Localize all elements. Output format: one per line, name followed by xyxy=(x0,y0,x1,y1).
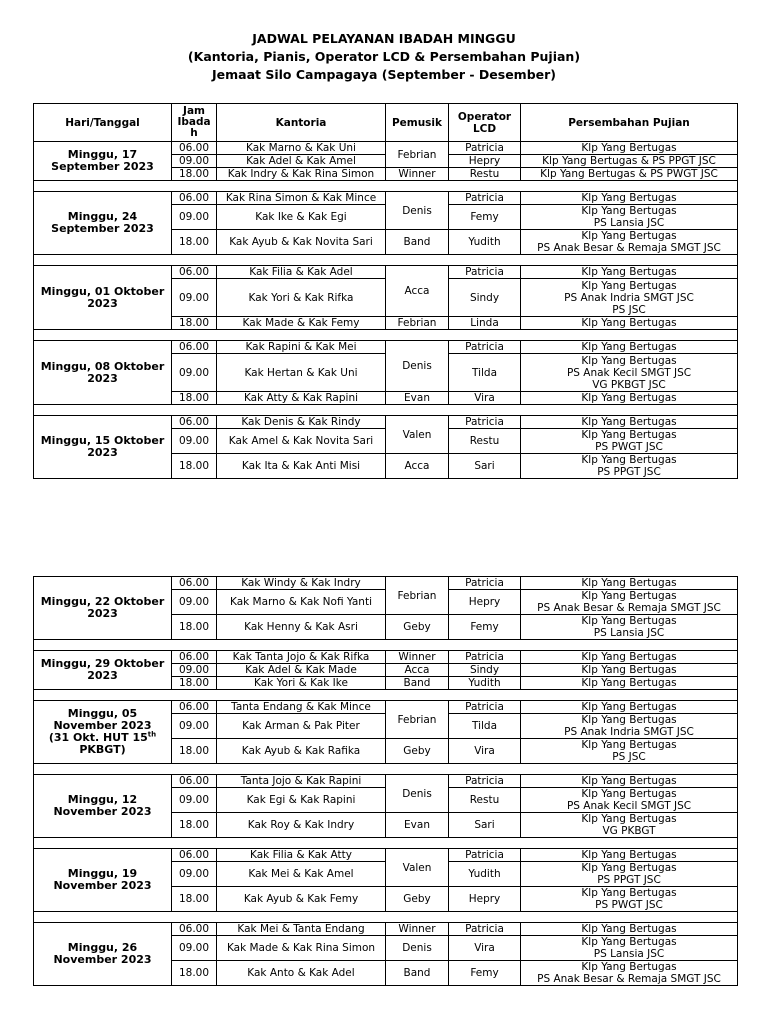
offering-song xyxy=(521,739,738,764)
service-time: 06.00 xyxy=(172,416,217,429)
schedule-table-october-november xyxy=(33,576,738,986)
kantoria-singers: Kak Made & Kak Femy xyxy=(217,317,386,330)
spacer-row xyxy=(34,181,738,192)
schedule-row xyxy=(34,701,738,714)
offering-song xyxy=(521,416,738,429)
offering-song-line: Klp Yang Bertugas xyxy=(581,739,677,751)
kantoria-singers: Kak Egi & Kak Rapini xyxy=(217,788,386,813)
service-time: 18.00 xyxy=(172,454,217,479)
spacer-row xyxy=(34,764,738,775)
service-time: 18.00 xyxy=(172,887,217,912)
lcd-operator: Tilda xyxy=(449,354,521,392)
offering-song xyxy=(521,936,738,961)
offering-song-line: Klp Yang Bertugas xyxy=(581,651,677,663)
offering-song-line: PS PWGT JSC xyxy=(595,899,663,911)
service-date xyxy=(34,341,172,405)
spacer-cell xyxy=(34,764,738,775)
lcd-operator: Linda xyxy=(449,317,521,330)
schedule-row xyxy=(34,577,738,590)
kantoria-singers: Kak Filia & Kak Adel xyxy=(217,266,386,279)
service-time: 06.00 xyxy=(172,849,217,862)
offering-song-line: Klp Yang Bertugas xyxy=(581,714,677,726)
service-time: 18.00 xyxy=(172,317,217,330)
lcd-operator: Patricia xyxy=(449,416,521,429)
kantoria-singers: Kak Hertan & Kak Uni xyxy=(217,354,386,392)
service-date xyxy=(34,923,172,986)
lcd-operator: Restu xyxy=(449,788,521,813)
service-time: 18.00 xyxy=(172,392,217,405)
spacer-cell xyxy=(34,181,738,192)
lcd-operator: Sindy xyxy=(449,279,521,317)
spacer-cell xyxy=(34,640,738,651)
lcd-operator: Hepry xyxy=(449,887,521,912)
kantoria-singers: Kak Ayub & Kak Novita Sari xyxy=(217,230,386,255)
service-time: 09.00 xyxy=(172,205,217,230)
offering-song-line: Klp Yang Bertugas & PS PWGT JSC xyxy=(540,168,718,180)
offering-song xyxy=(521,279,738,317)
kantoria-singers: Kak Ayub & Kak Rafika xyxy=(217,739,386,764)
lcd-operator: Patricia xyxy=(449,192,521,205)
header-operator: Operator LCD xyxy=(449,104,521,142)
spacer-cell xyxy=(34,912,738,923)
lcd-operator: Femy xyxy=(449,961,521,986)
offering-song xyxy=(521,230,738,255)
offering-song xyxy=(521,714,738,739)
musician: Evan xyxy=(386,813,449,838)
offering-song-line: PS PPGT JSC xyxy=(597,874,661,886)
service-time: 09.00 xyxy=(172,429,217,454)
service-date-text: Minggu, 24 September 2023 xyxy=(51,210,154,235)
kantoria-singers: Kak Denis & Kak Rindy xyxy=(217,416,386,429)
offering-song-line: PS JSC xyxy=(612,303,646,316)
service-date-text: Minggu, 08 Oktober 2023 xyxy=(40,359,165,385)
musician: Winner xyxy=(386,923,449,936)
kantoria-singers: Kak Amel & Kak Novita Sari xyxy=(217,429,386,454)
offering-song-line: Klp Yang Bertugas xyxy=(581,416,677,428)
offering-song-line: Klp Yang Bertugas xyxy=(581,341,677,353)
header-offering-song: Persembahan Pujian xyxy=(521,104,738,142)
offering-song xyxy=(521,205,738,230)
offering-song-line: Klp Yang Bertugas xyxy=(581,192,677,204)
offering-song-line: VG PKBGT xyxy=(602,825,656,837)
kantoria-singers: Kak Marno & Kak Uni xyxy=(217,142,386,155)
kantoria-singers: Kak Atty & Kak Rapini xyxy=(217,392,386,405)
service-date-text: Minggu, 26 November 2023 xyxy=(53,941,152,966)
lcd-operator: Patricia xyxy=(449,701,521,714)
spacer-row xyxy=(34,405,738,416)
musician: Band xyxy=(386,677,449,690)
service-time: 06.00 xyxy=(172,775,217,788)
kantoria-singers: Kak Indry & Kak Rina Simon xyxy=(217,168,386,181)
kantoria-singers: Kak Anto & Kak Adel xyxy=(217,961,386,986)
service-time: 06.00 xyxy=(172,701,217,714)
lcd-operator: Patricia xyxy=(449,341,521,354)
kantoria-singers: Tanta Endang & Kak Mince xyxy=(217,701,386,714)
service-date xyxy=(34,849,172,912)
schedule-row xyxy=(34,651,738,664)
offering-song-line: Klp Yang Bertugas xyxy=(581,266,677,278)
service-date xyxy=(34,651,172,690)
lcd-operator: Patricia xyxy=(449,775,521,788)
offering-song-line: Klp Yang Bertugas xyxy=(581,392,677,404)
offering-song-line: PS Anak Indria SMGT JSC xyxy=(564,291,694,304)
offering-song-line: Klp Yang Bertugas xyxy=(581,279,677,292)
header-date: Hari/Tanggal xyxy=(34,104,172,142)
musician: Evan xyxy=(386,392,449,405)
offering-song-line: PS PPGT JSC xyxy=(597,466,661,478)
musician: Febrian xyxy=(386,142,449,168)
lcd-operator: Vira xyxy=(449,739,521,764)
offering-song-line: Klp Yang Bertugas xyxy=(581,862,677,874)
service-time: 09.00 xyxy=(172,279,217,317)
schedule-row xyxy=(34,266,738,279)
musician: Geby xyxy=(386,739,449,764)
spacer-row xyxy=(34,838,738,849)
schedule-row xyxy=(34,775,738,788)
service-date-text: Minggu, 17 September 2023 xyxy=(51,148,154,173)
lcd-operator: Yudith xyxy=(449,230,521,255)
document-congregation: Jemaat Silo Campagaya (September - Desember) xyxy=(211,67,556,82)
offering-song-line: PS Lansia JSC xyxy=(593,627,665,639)
kantoria-singers: Kak Filia & Kak Atty xyxy=(217,849,386,862)
musician: Acca xyxy=(386,266,449,317)
kantoria-singers: Kak Yori & Kak Rifka xyxy=(217,279,386,317)
service-time: 06.00 xyxy=(172,266,217,279)
offering-song-line: Klp Yang Bertugas xyxy=(581,454,677,466)
offering-song xyxy=(521,590,738,615)
offering-song-line: Klp Yang Bertugas xyxy=(581,664,677,676)
offering-song-line: Klp Yang Bertugas xyxy=(581,788,677,800)
header-kantoria: Kantoria xyxy=(217,104,386,142)
service-date xyxy=(34,142,172,181)
offering-song-line: Klp Yang Bertugas xyxy=(581,961,677,973)
lcd-operator: Yudith xyxy=(449,862,521,887)
lcd-operator: Hepry xyxy=(449,155,521,168)
offering-song-line: Klp Yang Bertugas xyxy=(581,577,677,589)
kantoria-singers: Kak Henny & Kak Asri xyxy=(217,615,386,640)
kantoria-singers: Kak Mei & Tanta Endang xyxy=(217,923,386,936)
offering-song xyxy=(521,142,738,155)
offering-song-line: PS Anak Besar & Remaja SMGT JSC xyxy=(537,242,721,254)
service-date xyxy=(34,266,172,330)
offering-song xyxy=(521,317,738,330)
offering-song xyxy=(521,677,738,690)
service-time: 18.00 xyxy=(172,739,217,764)
offering-song xyxy=(521,615,738,640)
lcd-operator: Patricia xyxy=(449,923,521,936)
offering-song-line: Klp Yang Bertugas xyxy=(581,429,677,441)
service-date-text: Minggu, 05 November 2023 xyxy=(53,707,152,732)
offering-song xyxy=(521,341,738,354)
offering-song xyxy=(521,813,738,838)
service-date-text: Minggu, 19 November 2023 xyxy=(53,867,152,892)
offering-song-line: PS PWGT JSC xyxy=(595,441,663,453)
offering-song xyxy=(521,923,738,936)
schedule-row xyxy=(34,923,738,936)
offering-song-line: PS Anak Besar & Remaja SMGT JSC xyxy=(537,973,721,985)
offering-song-line: Klp Yang Bertugas xyxy=(581,936,677,948)
musician: Denis xyxy=(386,341,449,392)
service-time: 18.00 xyxy=(172,961,217,986)
musician: Valen xyxy=(386,849,449,887)
lcd-operator: Patricia xyxy=(449,142,521,155)
offering-song xyxy=(521,266,738,279)
offering-song-line: PS JSC xyxy=(612,751,646,763)
service-time: 09.00 xyxy=(172,714,217,739)
musician: Acca xyxy=(386,664,449,677)
service-time: 09.00 xyxy=(172,936,217,961)
offering-song-line: Klp Yang Bertugas xyxy=(581,887,677,899)
service-date-text: Minggu, 01 Oktober 2023 xyxy=(40,284,165,310)
service-date xyxy=(34,701,172,764)
kantoria-singers: Kak Ike & Kak Egi xyxy=(217,205,386,230)
schedule-row xyxy=(34,416,738,429)
offering-song-line: PS Lansia JSC xyxy=(593,217,665,229)
offering-song xyxy=(521,577,738,590)
offering-song-line: Klp Yang Bertugas xyxy=(581,775,677,787)
service-time: 09.00 xyxy=(172,862,217,887)
offering-song-line: Klp Yang Bertugas xyxy=(581,317,677,329)
spacer-cell xyxy=(34,690,738,701)
kantoria-singers: Kak Yori & Kak Ike xyxy=(217,677,386,690)
offering-song-line: Klp Yang Bertugas xyxy=(581,205,677,217)
lcd-operator: Restu xyxy=(449,168,521,181)
service-time: 06.00 xyxy=(172,341,217,354)
schedule-row xyxy=(34,192,738,205)
offering-song-line: Klp Yang Bertugas xyxy=(581,849,677,861)
musician: Febrian xyxy=(386,701,449,739)
service-date xyxy=(34,577,172,640)
service-time: 06.00 xyxy=(172,651,217,664)
offering-song-line: VG PKBGT JSC xyxy=(592,378,666,391)
header-musician: Pemusik xyxy=(386,104,449,142)
offering-song xyxy=(521,392,738,405)
lcd-operator: Sari xyxy=(449,454,521,479)
lcd-operator: Vira xyxy=(449,392,521,405)
lcd-operator: Patricia xyxy=(449,849,521,862)
musician: Valen xyxy=(386,416,449,454)
offering-song xyxy=(521,429,738,454)
kantoria-singers: Kak Windy & Kak Indry xyxy=(217,577,386,590)
offering-song xyxy=(521,155,738,168)
offering-song xyxy=(521,354,738,392)
service-time: 18.00 xyxy=(172,677,217,690)
offering-song xyxy=(521,651,738,664)
offering-song-line: Klp Yang Bertugas xyxy=(581,142,677,154)
offering-song-line: PS Anak Kecil SMGT JSC xyxy=(566,800,692,812)
spacer-cell xyxy=(34,405,738,416)
offering-song-line: Klp Yang Bertugas xyxy=(581,354,677,367)
schedule-row xyxy=(34,142,738,155)
musician: Band xyxy=(386,961,449,986)
header-time: Jam Ibada h xyxy=(172,104,217,142)
lcd-operator: Tilda xyxy=(449,714,521,739)
service-time: 09.00 xyxy=(172,788,217,813)
service-time: 18.00 xyxy=(172,230,217,255)
kantoria-singers: Tanta Jojo & Kak Rapini xyxy=(217,775,386,788)
kantoria-singers: Kak Rapini & Kak Mei xyxy=(217,341,386,354)
service-time: 09.00 xyxy=(172,155,217,168)
lcd-operator: Patricia xyxy=(449,266,521,279)
spacer-row xyxy=(34,690,738,701)
offering-song-line: PS Lansia JSC xyxy=(593,948,665,960)
service-time: 18.00 xyxy=(172,168,217,181)
service-time: 09.00 xyxy=(172,354,217,392)
service-time: 18.00 xyxy=(172,615,217,640)
musician: Denis xyxy=(386,192,449,230)
service-time: 06.00 xyxy=(172,192,217,205)
offering-song-line: PS Anak Indria SMGT JSC xyxy=(564,726,694,738)
kantoria-singers: Kak Arman & Pak Piter xyxy=(217,714,386,739)
offering-song-line: Klp Yang Bertugas xyxy=(581,701,677,713)
kantoria-singers: Kak Marno & Kak Nofi Yanti xyxy=(217,590,386,615)
lcd-operator: Patricia xyxy=(449,577,521,590)
musician: Denis xyxy=(386,775,449,813)
service-date-text: Minggu, 29 Oktober 2023 xyxy=(40,657,165,682)
lcd-operator: Sindy xyxy=(449,664,521,677)
spacer-row xyxy=(34,912,738,923)
kantoria-singers: Kak Tanta Jojo & Kak Rifka xyxy=(217,651,386,664)
lcd-operator: Vira xyxy=(449,936,521,961)
kantoria-singers: Kak Adel & Kak Made xyxy=(217,664,386,677)
musician: Febrian xyxy=(386,317,449,330)
schedule-row xyxy=(34,341,738,354)
offering-song xyxy=(521,168,738,181)
offering-song-line: Klp Yang Bertugas xyxy=(581,615,677,627)
offering-song xyxy=(521,775,738,788)
kantoria-singers: Kak Ayub & Kak Femy xyxy=(217,887,386,912)
service-date-text: Minggu, 22 Oktober 2023 xyxy=(40,595,165,620)
offering-song xyxy=(521,887,738,912)
document-title: JADWAL PELAYANAN IBADAH MINGGU xyxy=(252,31,516,46)
kantoria-singers: Kak Roy & Kak Indry xyxy=(217,813,386,838)
musician: Geby xyxy=(386,887,449,912)
service-date-text: Minggu, 15 Oktober 2023 xyxy=(40,434,165,459)
service-time: 06.00 xyxy=(172,923,217,936)
offering-song-line: PS Anak Kecil SMGT JSC xyxy=(566,366,692,379)
musician: Denis xyxy=(386,936,449,961)
offering-song-line: Klp Yang Bertugas xyxy=(581,813,677,825)
offering-song-line: Klp Yang Bertugas xyxy=(581,590,677,602)
offering-song-line: Klp Yang Bertugas xyxy=(581,677,677,689)
lcd-operator: Yudith xyxy=(449,677,521,690)
service-time: 09.00 xyxy=(172,590,217,615)
kantoria-singers: Kak Ita & Kak Anti Misi xyxy=(217,454,386,479)
kantoria-singers: Kak Mei & Kak Amel xyxy=(217,862,386,887)
offering-song xyxy=(521,454,738,479)
lcd-operator: Sari xyxy=(449,813,521,838)
service-date xyxy=(34,775,172,838)
offering-song-line: Klp Yang Bertugas xyxy=(581,923,677,935)
lcd-operator: Restu xyxy=(449,429,521,454)
musician: Winner xyxy=(386,651,449,664)
date-note-text: (31 Okt. HUT 15 xyxy=(48,731,148,744)
offering-song-line: Klp Yang Bertugas & PS PPGT JSC xyxy=(542,155,716,167)
offering-song-line: PS Anak Besar & Remaja SMGT JSC xyxy=(537,602,721,614)
musician: Febrian xyxy=(386,577,449,615)
offering-song xyxy=(521,862,738,887)
document-subtitle: (Kantoria, Pianis, Operator LCD & Persembahan Pujian) xyxy=(187,49,581,64)
service-time: 06.00 xyxy=(172,142,217,155)
spacer-row xyxy=(34,255,738,266)
schedule-row xyxy=(34,849,738,862)
offering-song xyxy=(521,701,738,714)
spacer-cell xyxy=(34,330,738,341)
service-time: 18.00 xyxy=(172,813,217,838)
date-note-superscript: th xyxy=(147,730,157,739)
offering-song xyxy=(521,788,738,813)
service-date-text: Minggu, 12 November 2023 xyxy=(53,793,152,818)
spacer-row xyxy=(34,330,738,341)
lcd-operator: Femy xyxy=(449,205,521,230)
kantoria-singers: Kak Adel & Kak Amel xyxy=(217,155,386,168)
musician: Band xyxy=(386,230,449,255)
offering-song xyxy=(521,961,738,986)
lcd-operator: Patricia xyxy=(449,651,521,664)
offering-song xyxy=(521,192,738,205)
lcd-operator: Femy xyxy=(449,615,521,640)
service-time: 06.00 xyxy=(172,577,217,590)
service-time: 09.00 xyxy=(172,664,217,677)
musician: Acca xyxy=(386,454,449,479)
spacer-row xyxy=(34,640,738,651)
service-date xyxy=(34,416,172,479)
kantoria-singers: Kak Rina Simon & Kak Mince xyxy=(217,192,386,205)
date-note-end: PKBGT) xyxy=(79,743,126,756)
musician: Winner xyxy=(386,168,449,181)
offering-song xyxy=(521,849,738,862)
spacer-cell xyxy=(34,838,738,849)
offering-song xyxy=(521,664,738,677)
offering-song-line: Klp Yang Bertugas xyxy=(581,230,677,242)
musician: Geby xyxy=(386,615,449,640)
spacer-cell xyxy=(34,255,738,266)
service-date xyxy=(34,192,172,255)
kantoria-singers: Kak Made & Kak Rina Simon xyxy=(217,936,386,961)
lcd-operator: Hepry xyxy=(449,590,521,615)
schedule-table-september-october xyxy=(33,103,738,479)
